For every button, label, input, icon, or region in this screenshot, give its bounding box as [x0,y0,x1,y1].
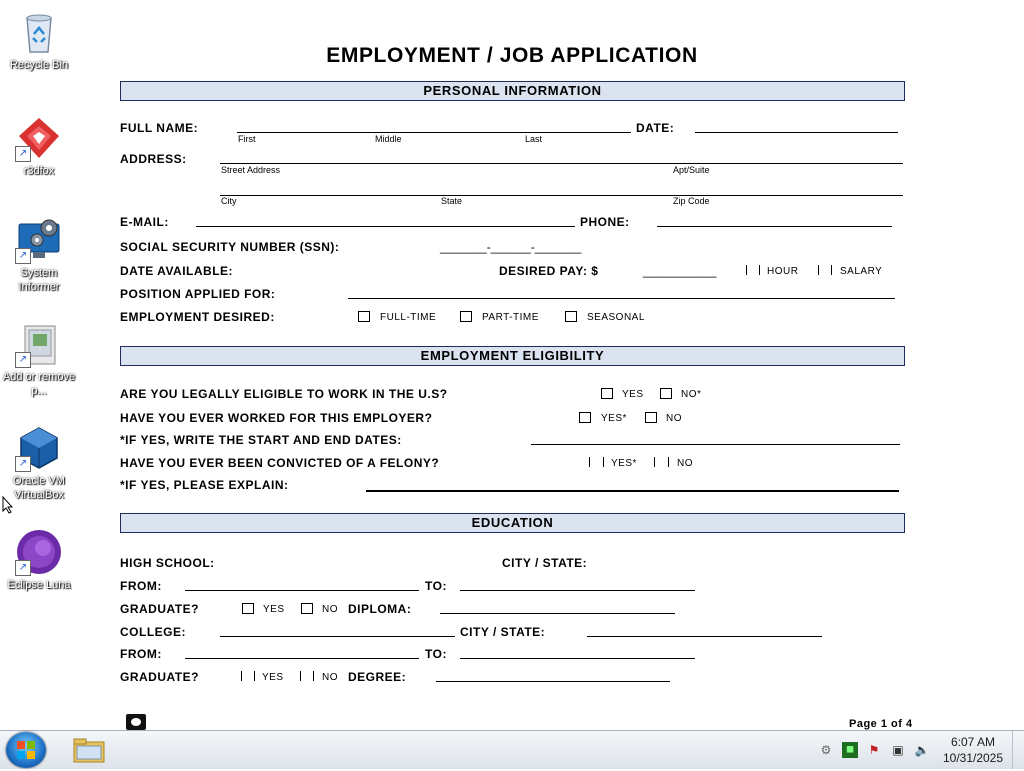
street-address-field[interactable] [220,163,903,164]
section-header-personal: PERSONAL INFORMATION [120,81,905,101]
date-field[interactable] [695,132,898,133]
tray-settings-icon[interactable]: ⚙ [820,743,832,757]
college-label: COLLEGE: [120,625,186,639]
page-indicator: Page 1 of 4 [849,718,913,730]
hour-checkbox-left [746,265,747,275]
start-end-dates-field[interactable] [531,444,900,445]
desktop-icon-label: Add or remove p... [2,371,76,397]
desktop-icon-label: Recycle Bin [9,59,69,71]
felony-no-checkbox-left [654,457,655,467]
diploma-field[interactable] [440,613,675,614]
seasonal-option-label: SEASONAL [587,312,645,323]
college-graduate-yes-label: YES [262,672,284,683]
high-school-graduate-label: GRADUATE? [120,602,199,616]
high-school-label: HIGH SCHOOL: [120,556,215,570]
high-school-graduate-yes-label: YES [263,604,285,615]
position-applied-field[interactable] [348,298,895,299]
phone-field[interactable] [657,226,892,227]
worked-for-employer-question: HAVE YOU EVER WORKED FOR THIS EMPLOYER? [120,411,433,425]
worked-for-employer-no-label: NO [666,413,682,424]
document-title: EMPLOYMENT / JOB APPLICATION [326,44,698,67]
felony-explain-field[interactable] [366,490,899,492]
windows-logo-icon [17,741,35,759]
college-graduate-no-label: NO [322,672,338,683]
city-state-zip-field[interactable] [220,195,903,196]
college-graduate-no-checkbox[interactable] [313,671,314,681]
ssn-field[interactable]: _______-______-_______ [440,240,582,254]
date-label: DATE: [636,121,675,135]
high-school-from-label: FROM: [120,579,162,593]
shortcut-arrow-icon: ↗ [15,146,31,162]
college-graduate-yes-checkbox[interactable] [254,671,255,681]
show-desktop-button[interactable] [1012,731,1024,769]
desktop-icon-label: Oracle VM VirtualBox [13,475,65,501]
zip-code-caption: Zip Code [673,196,710,206]
diploma-label: DIPLOMA: [348,602,412,616]
desktop-icon-label: Eclipse Luna [7,579,71,591]
shortcut-arrow-icon: ↗ [15,456,31,472]
felony-yes-label: YES* [611,458,637,469]
desktop-icon-label: System Informer [18,267,60,293]
college-graduate-label: GRADUATE? [120,670,199,684]
nvidia-tray-icon[interactable]: ◼ [842,742,858,758]
worked-for-employer-yes-checkbox[interactable] [579,412,591,423]
felony-no-label: NO [677,458,693,469]
taskbar [0,730,1024,769]
section-header-education: EDUCATION [120,513,905,533]
college-from-field[interactable] [185,658,419,659]
worked-for-employer-yes-label: YES* [601,413,627,424]
high-school-city-state-label: CITY / STATE: [502,556,588,570]
hour-option-label: HOUR [767,266,799,277]
legal-eligibility-no-label: NO* [681,389,702,400]
volume-muted-icon[interactable]: 🔈 [914,743,930,757]
legal-eligibility-yes-label: YES [622,389,644,400]
degree-label: DEGREE: [348,670,407,684]
high-school-graduate-yes-checkbox[interactable] [242,603,254,614]
date-available-label: DATE AVAILABLE: [120,264,234,278]
legal-eligibility-no-checkbox[interactable] [660,388,672,399]
high-school-from-field[interactable] [185,590,419,591]
part-time-checkbox[interactable] [460,311,472,322]
seasonal-checkbox[interactable] [565,311,577,322]
file-explorer-taskbar-button[interactable] [72,734,106,766]
position-applied-label: POSITION APPLIED FOR: [120,287,276,301]
section-header-eligibility: EMPLOYMENT ELIGIBILITY [120,346,905,366]
employment-desired-label: EMPLOYMENT DESIRED: [120,310,275,324]
shortcut-arrow-icon: ↗ [15,248,31,264]
desired-pay-label: DESIRED PAY: $ [499,264,599,278]
college-city-state-label: CITY / STATE: [460,625,546,639]
hour-checkbox[interactable] [759,265,760,275]
worked-for-employer-no-checkbox[interactable] [645,412,657,423]
legal-eligibility-yes-checkbox[interactable] [601,388,613,399]
salary-checkbox[interactable] [831,265,832,275]
high-school-graduate-no-checkbox[interactable] [301,603,313,614]
shortcut-arrow-icon: ↗ [15,560,31,576]
college-from-label: FROM: [120,647,162,661]
clock-date: 10/31/2025 [942,751,1004,765]
college-to-field[interactable] [460,658,695,659]
felony-explain-label: *IF YES, PLEASE EXPLAIN: [120,478,289,492]
felony-no-checkbox[interactable] [668,457,669,467]
first-name-caption: First [238,134,256,144]
college-city-state-field[interactable] [587,636,822,637]
street-address-caption: Street Address [221,165,281,175]
felony-yes-checkbox-left [589,457,590,467]
felony-question: HAVE YOU EVER BEEN CONVICTED OF A FELONY? [120,456,440,470]
salary-checkbox-left [818,265,819,275]
taskbar-clock[interactable] [938,734,1008,766]
start-button[interactable] [6,732,46,768]
document-page-icon [126,714,146,730]
college-graduate-no-checkbox-left [300,671,301,681]
action-center-flag-icon[interactable]: ⚑ [868,743,880,757]
network-icon[interactable]: ▣ [892,743,904,757]
desktop-icon-label: r3dfox [23,165,55,177]
high-school-to-field[interactable] [460,590,695,591]
full-name-label: FULL NAME: [120,121,199,135]
college-field[interactable] [220,636,455,637]
legal-eligibility-question: ARE YOU LEGALLY ELIGIBLE TO WORK IN THE U.S? [120,387,448,401]
shortcut-arrow-icon: ↗ [15,352,31,368]
college-graduate-yes-checkbox-left [241,671,242,681]
desired-pay-field[interactable]: ___________ [643,264,717,278]
felony-yes-checkbox[interactable] [603,457,604,467]
email-label: E-MAIL: [120,215,169,229]
apt-suite-caption: Apt/Suite [673,165,710,175]
start-end-dates-label: *IF YES, WRITE THE START AND END DATES: [120,433,402,447]
city-caption: City [221,196,237,206]
ssn-label: SOCIAL SECURITY NUMBER (SSN): [120,240,340,254]
folder-icon [72,734,106,766]
full-time-checkbox[interactable] [358,311,370,322]
email-field[interactable] [196,226,575,227]
college-to-label: TO: [425,647,447,661]
high-school-graduate-no-label: NO [322,604,338,615]
middle-name-caption: Middle [375,134,402,144]
state-caption: State [441,196,463,206]
full-time-option-label: FULL-TIME [380,312,437,323]
degree-field[interactable] [436,681,670,682]
full-name-field[interactable] [237,132,631,133]
phone-label: PHONE: [580,215,630,229]
clock-time: 6:07 AM [950,735,996,749]
part-time-option-label: PART-TIME [482,312,539,323]
last-name-caption: Last [525,134,543,144]
salary-option-label: SALARY [840,266,883,277]
high-school-to-label: TO: [425,579,447,593]
address-label: ADDRESS: [120,152,187,166]
